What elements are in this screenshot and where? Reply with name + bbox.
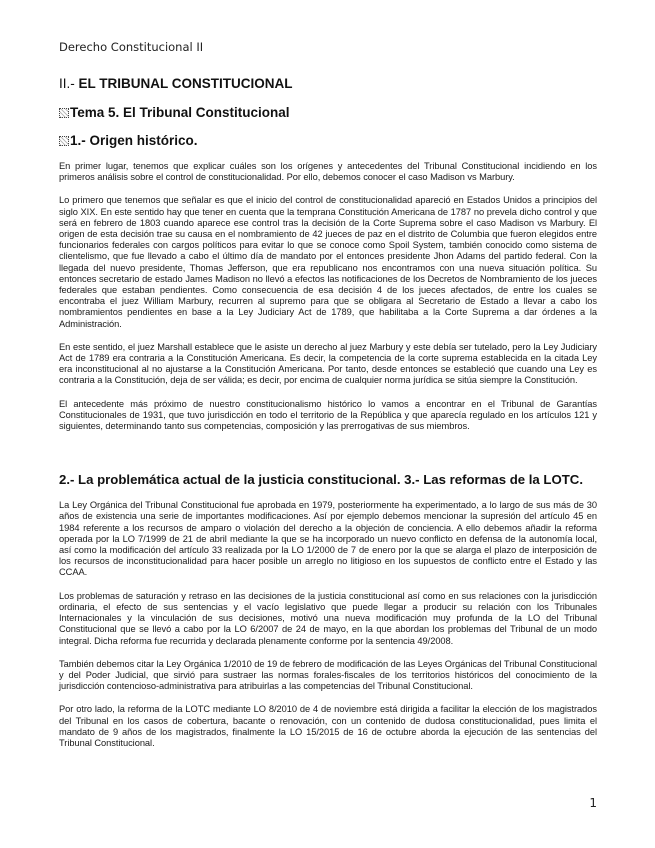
page-number: 1 — [589, 796, 597, 810]
missing-glyph-icon — [59, 108, 69, 118]
paragraph: La Ley Orgánica del Tribunal Constitucional fue aprobada en 1979, posteriormente ha experimentado, a lo largo de sus más de 30 años de existencia una serie de importantes modificaciones. Así por ejemplo debemos mencionar la supresión del artículo 45 en 1984 referente a los recursos de amparo o violación del derecho a la objeción de conciencia. A ello debemos añadir la reforma operada por la LO 7/1999 de 21 de abril mediante la que se ha incorporado un nuevo conflicto en defensa de la autonomía local, así como la modificación del artículo 33 realizada por la LO 1/2000 de 7 de enero por la que se alarga el plazo de interposición de los recursos de inconstitucionalidad para hacer posible un arreglo no litigioso en los supuestos de conflicto entre el Estado y las CCAA. — [59, 500, 597, 578]
paragraph: Lo primero que tenemos que señalar es que el inicio del control de constitucionalidad apareció en Estados Unidos a principios del siglo XIX. En este sentido hay que tener en cuenta que la temprana Constitución Americana de 1787 no prevela dicho control y que será en febrero de 1803 cuando aparece ese control tras la decisión de la Corte Suprema sobre el caso Madison vs Marbury. El origen de esta decisión trae su causa en el nombramiento de 42 jueces de paz en el distrito de Columbia que fueron elegidos entre funcionarios federales con cargos políticos para evitar lo que se conoce como Spoil System, también conocido como sistema de clientelismo, que fue llevado a cabo el último día de mandato por el entonces presidente Jhon Adams del partido federal. Con la llegada del nuevo presidente, Thomas Jefferson, que era republicano nos encontramos con una nueva situación política. Su entonces secretario de estado James Madison no llevó a efectos las notificaciones de los Decretos de Nombramiento de los jueces federales que estaban pendientes. Como consecuencia de esa decisión 4 de los jueces afectados, de entre los cuales se encontraba el juez William Marbury, recurren al supremo para que se obligara al Secretario de Estado a llevar a cabo los nombramientos pendientes en base a la Ley Judiciary Act de 1789, que habilitaba a la Corte Suprema a dar órdenes a la Administración. — [59, 195, 597, 329]
origin-title: 1.- Origen histórico. — [70, 133, 198, 148]
paragraph: Los problemas de saturación y retraso en las decisiones de la justicia constitucional así como en sus relaciones con la jurisdicción ordinaria, el efecto de sus sentencias y el vacío legislativo que puede llegar a producir su relación con los Tribunales Internacionales y la vinculación de sus decisiones, motivó una nueva modificación muy profunda de la LO del Tribunal Constitucional que se llevó a cabo por la LO 6/2007 de 24 de mayo, en la que abordan los problemas del Tribunal de un modo integral. Dicha reforma fue recurrida y declarada plenamente conforme por la sentencia 49/2008. — [59, 590, 597, 646]
chapter-title: EL TRIBUNAL CONSTITUCIONAL — [78, 76, 293, 91]
missing-glyph-icon — [59, 136, 69, 146]
paragraph: En primer lugar, tenemos que explicar cuáles son los orígenes y antecedentes del Tribunal Constitucional incidiendo en los primeros análisis sobre el control de constitucionalidad. Por ello, debemos conocer el caso Madison vs Marbury. — [59, 161, 597, 183]
tema-heading — [59, 105, 597, 120]
paragraph: También debemos citar la Ley Orgánica 1/2010 de 19 de febrero de modificación de las Leyes Orgánicas del Tribunal Constitucional y del Poder Judicial, que sirvió para sustraer las normas forales-fiscales de los territorios históricos del conocimiento de la jurisdicción contencioso-administrativa para atribuirlas a las competencias del Tribunal Constitucional. — [59, 658, 597, 692]
tema-title: Tema 5. El Tribunal Constitucional — [70, 105, 290, 120]
paragraph: El antecedente más próximo de nuestro constitucionalismo histórico lo vamos a encontrar en el Tribunal de Garantías Constitucionales de 1931, que tuvo jurisdicción en todo el territorio de la República y que aparecía regulado en los artículos 121 y siguientes, determinando tanto sus competencias, composición y las prerrogativas de sus miembros. — [59, 398, 597, 432]
origin-heading — [59, 133, 597, 148]
paragraph: En este sentido, el juez Marshall establece que le asiste un derecho al juez Marbury y este debía ser tutelado, pero la Ley Judiciary Act de 1789 era contraria a la Constitución Americana. Es decir, la competencia de la corte suprema establecida en la citada Ley era inconstitucional al no ajustarse a la Constitución Americana. Por tanto, desde entonces se estableció que cuando una Ley es contraria a la Constitución, deja de ser válida; es decir, por encima de cualquier norma jurídica se sitúa siempre la Constitución. — [59, 341, 597, 386]
chapter-heading — [59, 76, 597, 91]
chapter-number: II.- — [59, 76, 79, 91]
document-body — [59, 76, 597, 761]
paragraph: Por otro lado, la reforma de la LOTC mediante LO 8/2010 de 4 de noviembre está dirigida a facilitar la elección de los magistrados del Tribunal en los casos de cobertura, bacante o renovación, con un contenido de dudosa constitucionalidad, pues limita el mandato de 9 años de los magistrados, finalmente la LO 15/2015 de 16 de octubre aborda la ejecución de las sentencias del Tribunal Constitucional. — [59, 704, 597, 748]
running-header: Derecho Constitucional II — [59, 40, 204, 54]
section-heading: 2.- La problemática actual de la justicia constitucional. 3.- Las reformas de la LOTC. — [59, 472, 583, 488]
